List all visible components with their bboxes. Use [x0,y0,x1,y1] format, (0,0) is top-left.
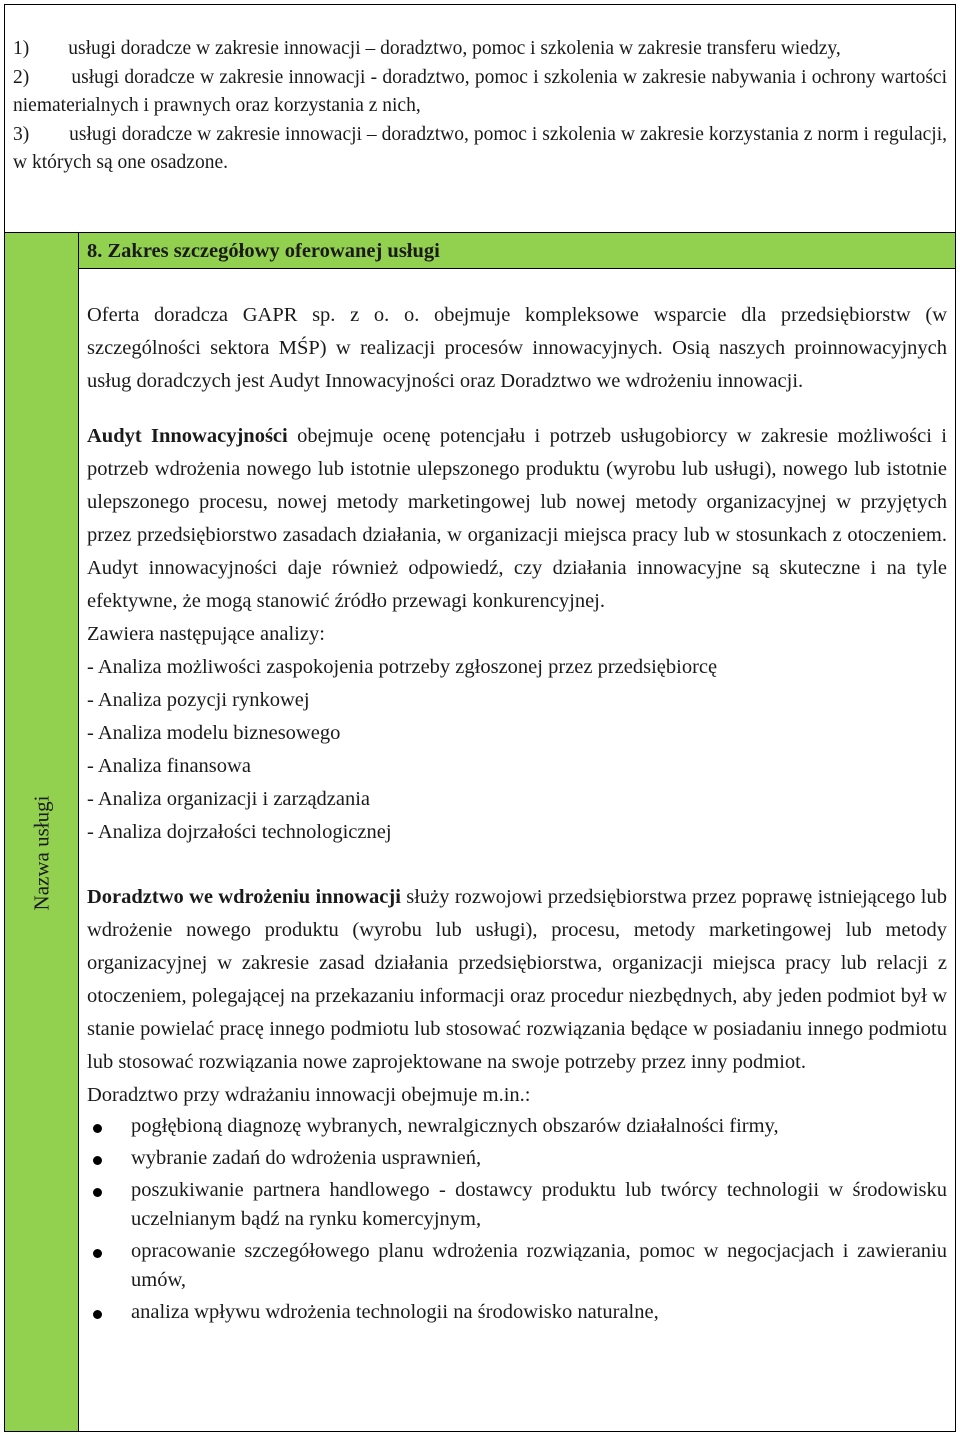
bullet-icon [93,1188,102,1197]
analysis-item: - Analiza pozycji rynkowej [87,689,310,711]
top-line-2: 2) usługi doradcze w zakresie innowacji - doradztwo, pomoc i szkolenia w zakresie nabywania i ochrony wartości niematerialnych i prawnych oraz korzystania z nich, [13,66,947,116]
advice-bullet-list [87,1112,947,1327]
top-line-1: 1) usługi doradcze w zakresie innowacji – doradztwo, pomoc i szkolenia w zakresie transferu wiedzy, [13,38,841,59]
bullet-icon [93,1124,102,1133]
bullet-item: wybranie zadań do wdrożenia usprawnień, [87,1144,947,1173]
analysis-item: - Analiza dojrzałości technologicznej [87,821,392,843]
content-cell [79,233,955,1431]
audit-description: obejmuje ocenę potencjału i potrzeb usługobiorcy w zakresie możliwości i potrzeb wdrożenia nowego lub istotnie ulepszonego produktu (wyrobu lub usługi), nowego lub istotnie ulepszonego procesu, nowej metody marketingowej lub nowej metody organizacyjnej w przyjętych przez przedsiębiorstwo zasadach działania, w organizacji miejsca pracy lub w stosunkach z otoczeniem. Audyt innowacyjności daje również odpowiedź, czy działania innowacyjne są skuteczne i na tyle efektywne, że mogą stanowić źródło przewagi konkurencyjnej. [87,425,947,612]
bullet-icon [93,1310,102,1319]
top-line-3: 3) usługi doradcze w zakresie innowacji – doradztwo, pomoc i szkolenia w zakresie korzystania z norm i regulacji, w których są one osadzone. [13,123,947,173]
row-header-cell [5,233,79,1431]
bullet-item: opracowanie szczegółowego planu wdrożenia rozwiązania, pomoc w negocjacjach i zawieraniu umów, [87,1237,947,1295]
advice-description: służy rozwojowi przedsiębiorstwa przez poprawę istniejącego lub wdrożenie nowego produktu (wyrobu lub usługi), procesu, metody marketingowej lub metody organizacyjnej w zakresie zasad działania przedsiębiorstwa, organizacji miejsca pracy lub relacji z otoczeniem, polegającej na przekazaniu informacji oraz procedur niezbędnych, aby jeden podmiot był w stanie powielać pracę innego podmiotu lub stosować rozwiązania będące w posiadaniu innego podmiotu lub stosować rozwiązania nowe zaprojektowane na swoje potrzeby przez inny podmiot. [87,886,947,1073]
advice-paragraph [87,881,947,1079]
analyses-intro: Zawiera następujące analizy: [87,623,325,645]
analysis-item: - Analiza organizacji i zarządzania [87,788,371,810]
section-title: 8. Zakres szczegółowy oferowanej usługi [79,233,955,269]
analysis-item: - Analiza możliwości zaspokojenia potrzeby zgłoszonej przez przedsiębiorcę [87,656,718,678]
bullet-icon [93,1249,102,1258]
audit-term: Audyt Innowacyjności [87,425,288,447]
document-sheet [4,4,956,1432]
row-header-label: Nazwa usługi [29,795,53,911]
advice-term: Doradztwo we wdrożeniu innowacji [87,886,401,908]
bullet-icon [93,1156,102,1165]
bullet-item: analiza wpływu wdrożenia technologii na środowisko naturalne, [87,1298,947,1327]
analysis-item: - Analiza finansowa [87,755,251,777]
bullet-item: pogłębioną diagnozę wybranych, newralgicznych obszarów działalności firmy, [87,1112,947,1141]
analysis-item: - Analiza modelu biznesowego [87,722,341,744]
analyses-list [87,651,947,849]
bullet-item: poszukiwanie partnera handlowego - dostawcy produktu lub twórcy technologii w środowisku uczelnianym bądź na rynku komercyjnym, [87,1176,947,1234]
intro-paragraph: Oferta doradcza GAPR sp. z o. o. obejmuje kompleksowe wsparcie dla przedsiębiorstw (w szczególności sektora MŚP) w realizacji procesów innowacyjnych. Osią naszych proinnowacyjnych usług doradczych jest Audyt Innowacyjności oraz Doradztwo we wdrożeniu innowacji. [87,304,947,392]
section-body [87,299,947,1330]
previous-section-text [5,5,955,233]
advice-list-intro: Doradztwo przy wdrażaniu innowacji obejmuje m.in.: [87,1084,531,1106]
audit-paragraph [87,420,947,618]
